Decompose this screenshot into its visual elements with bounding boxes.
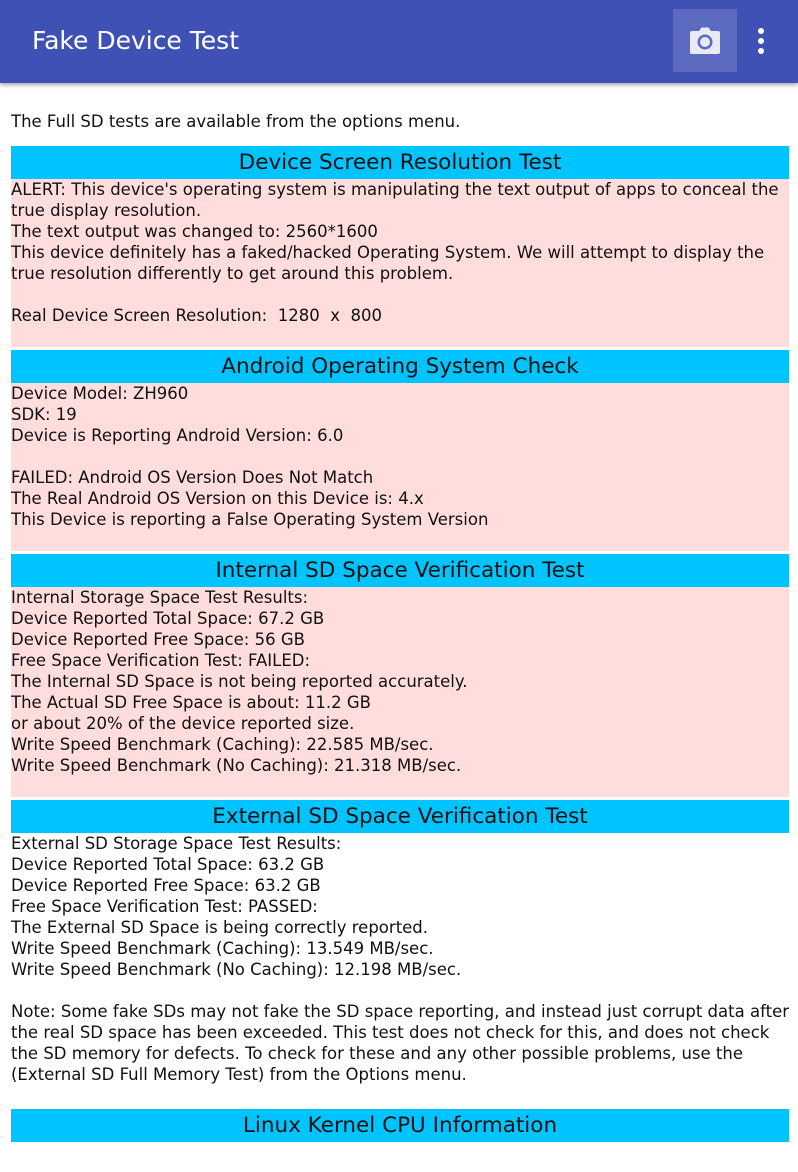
result-line: The Internal SD Space is not being reported accurately. — [11, 672, 468, 691]
more-vert-icon — [757, 28, 765, 54]
section-title: Linux Kernel CPU Information — [11, 1109, 789, 1142]
section-internal-sd — [11, 554, 789, 797]
section-body — [11, 383, 789, 551]
result-line: This Device is reporting a False Operating System Version — [11, 510, 489, 529]
result-line: Device is Reporting Android Version: 6.0 — [11, 426, 344, 445]
result-line: Write Speed Benchmark (No Caching): 21.318 MB/sec. — [11, 756, 462, 775]
result-line: Device Reported Free Space: 63.2 GB — [11, 876, 321, 895]
result-line: Write Speed Benchmark (Caching): 22.585 MB/sec. — [11, 735, 434, 754]
section-body — [11, 833, 795, 1106]
result-line: The Actual SD Free Space is about: 11.2 GB — [11, 693, 372, 712]
result-line: ALERT: This device's operating system is manipulating the text output of apps to conceal the true display resolution. — [11, 180, 784, 220]
result-line: This device definitely has a faked/hacked Operating System. We will attempt to display the true resolution differently to get around this problem. — [11, 243, 770, 283]
result-line: Free Space Verification Test: FAILED: — [11, 651, 311, 670]
section-screen-resolution — [11, 146, 789, 347]
section-title: Device Screen Resolution Test — [11, 146, 789, 179]
section-title: External SD Space Verification Test — [11, 800, 789, 833]
result-line: Device Reported Total Space: 63.2 GB — [11, 855, 325, 874]
section-body — [11, 179, 789, 347]
result-line: or about 20% of the device reported size. — [11, 714, 355, 733]
result-line: The text output was changed to: 2560*1600 — [11, 222, 378, 241]
result-line — [11, 446, 789, 467]
app-title: Fake Device Test — [32, 26, 239, 55]
intro-text: The Full SD tests are available from the options menu. — [11, 112, 461, 131]
result-line — [11, 284, 789, 305]
app-bar — [0, 0, 798, 83]
result-line: FAILED: Android OS Version Does Not Match — [11, 468, 374, 487]
section-android-os-check — [11, 350, 789, 551]
result-line: Device Reported Total Space: 67.2 GB — [11, 609, 325, 628]
result-line: Write Speed Benchmark (Caching): 13.549 MB/sec. — [11, 939, 434, 958]
section-body — [11, 587, 789, 797]
overflow-menu-button[interactable] — [744, 14, 778, 68]
result-line: External SD Storage Space Test Results: — [11, 834, 342, 853]
result-line: The External SD Space is being correctly reported. — [11, 918, 429, 937]
result-line: Device Model: ZH960 — [11, 384, 189, 403]
result-line: Internal Storage Space Test Results: — [11, 588, 309, 607]
screenshot-button[interactable] — [673, 9, 737, 72]
note-text: Note: Some fake SDs may not fake the SD space reporting, and instead just corrupt data after the real SD space has been exceeded. This test does not check for this, and does not check the SD memory for defects. To check for these and any other possible problems, use the (External SD Full Memory Test) from the Options menu. — [11, 1002, 795, 1084]
results-content — [11, 83, 795, 1142]
section-title: Android Operating System Check — [11, 350, 789, 383]
result-line: SDK: 19 — [11, 405, 77, 424]
result-line: The Real Android OS Version on this Device is: 4.x — [11, 489, 424, 508]
result-line: Write Speed Benchmark (No Caching): 12.198 MB/sec. — [11, 960, 462, 979]
section-cpu-info — [11, 1109, 789, 1142]
result-line: Free Space Verification Test: PASSED: — [11, 897, 318, 916]
section-external-sd — [11, 800, 795, 1106]
result-line: Device Reported Free Space: 56 GB — [11, 630, 305, 649]
section-title: Internal SD Space Verification Test — [11, 554, 789, 587]
camera-icon — [689, 27, 721, 55]
result-line — [11, 980, 789, 1001]
result-line: Real Device Screen Resolution: 1280 x 800 — [11, 306, 382, 325]
